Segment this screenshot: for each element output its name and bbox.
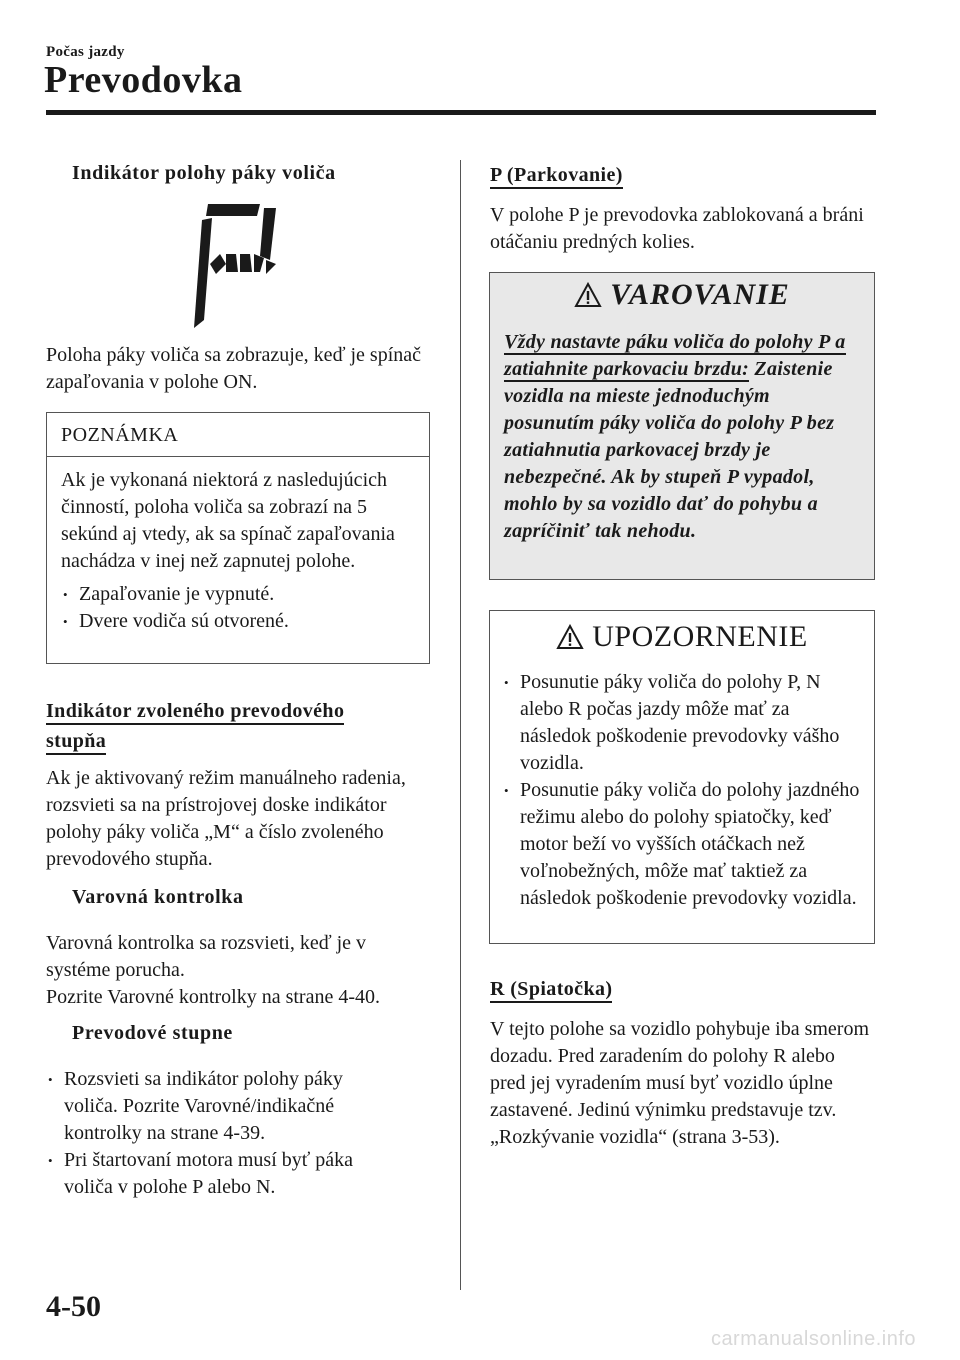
note-list [61, 581, 419, 635]
gear-heading-line-2: stupňa [46, 730, 106, 755]
watermark: carmanualsonline.info [710, 1328, 916, 1350]
park-heading: P (Parkovanie) [490, 164, 623, 189]
warning-lead: Vždy nastavte páku voliča do polohy P a zatiahnite parkovaciu brzdu: [504, 331, 846, 380]
gear-heading-line-1: Indikátor zvoleného prevodového [46, 700, 344, 725]
breadcrumb: Počas jazdy [46, 44, 125, 60]
warning-body: Zaistenie vozidla na mieste jednoduchým posunutím páky voliča do polohy P bez zatiahnutia parkovacej brzdy je nebezpečné. Ak by stupeň P vypadol, mohlo by sa vozidlo dať do pohybu a zapríčiniť tak nehodu. [504, 358, 835, 542]
reverse-text: V tejto polohe sa vozidlo pohybuje iba smerom dozadu. Pred zaradením do polohy R alebo pred jej vyradením musí byť vozidlo úplne zastavené. Jedinú výnimku predstavuje tzv. „Rozkývanie vozidla“ (strana 3-53). [490, 1018, 870, 1148]
selector-display-illustration [190, 200, 290, 340]
caution-triangle-icon [556, 624, 584, 650]
caution-box [489, 610, 875, 944]
caution-title: UPOZORNENIE [592, 620, 808, 653]
indicator-heading: Indikátor polohy páky voliča [72, 162, 336, 184]
note-text: Ak je vykonaná niektorá z nasledujúcich činností, poloha voliča sa zobrazí na 5 sekúnd aj vtedy, ak sa spínač zapaľovania nachádza v inej než zapnutej polohe. [61, 469, 395, 572]
list-item: • Posunutie páky voliča do polohy P, N alebo R počas jazdy môže mať za následok poškodenie prevodovky vášho vozidla. [502, 669, 864, 777]
warning-light-heading: Varovná kontrolka [72, 886, 244, 908]
list-item: • Pri štartovaní motora musí byť páka voliča v polohe P alebo N. [46, 1147, 386, 1201]
warning-light-text: Varovná kontrolka sa rozsvieti, keď je v systéme porucha. [46, 932, 367, 981]
gears-list [46, 1066, 386, 1201]
page-number: 4-50 [46, 1290, 101, 1323]
segment-p-icon [190, 200, 290, 340]
indicator-text: Poloha páky voliča sa zobrazuje, keď je spínač zapaľovania v polohe ON. [46, 344, 422, 393]
list-item: • Dvere vodiča sú otvorené. [61, 608, 419, 635]
caution-list [502, 669, 864, 912]
warning-triangle-icon [574, 282, 602, 308]
gears-heading: Prevodové stupne [72, 1022, 233, 1044]
header-rule [46, 110, 876, 115]
warning-title: VAROVANIE [610, 278, 790, 311]
warning-light-ref: Pozrite Varovné kontrolky na strane 4-40. [46, 986, 380, 1008]
park-text: V polohe P je prevodovka zablokovaná a bráni otáčaniu predných kolies. [490, 204, 864, 253]
note-title: POZNÁMKA [47, 413, 429, 457]
gear-text: Ak je aktivovaný režim manuálneho radenia, rozsvieti sa na prístrojovej doske indikátor polohy páky voliča „M“ a číslo zvoleného prevodového stupňa. [46, 767, 406, 870]
column-divider [460, 160, 461, 1290]
list-item: • Posunutie páky voliča do polohy jazdného režimu alebo do polohy spiatočky, keď motor beží vo vyšších otáčkach než voľnobežných, môže mať taktiež za následok poškodenie prevodovky vozidla. [502, 777, 864, 912]
warning-box [489, 272, 875, 580]
note-box [46, 412, 430, 664]
list-item: • Rozsvieti sa indikátor polohy páky voliča. Pozrite Varovné/indikačné kontrolky na strane 4-39. [46, 1066, 386, 1147]
reverse-heading: R (Spiatočka) [490, 978, 612, 1003]
page-title: Prevodovka [44, 59, 243, 101]
gear-indicator-heading [46, 696, 430, 756]
list-item: • Zapaľovanie je vypnuté. [61, 581, 419, 608]
